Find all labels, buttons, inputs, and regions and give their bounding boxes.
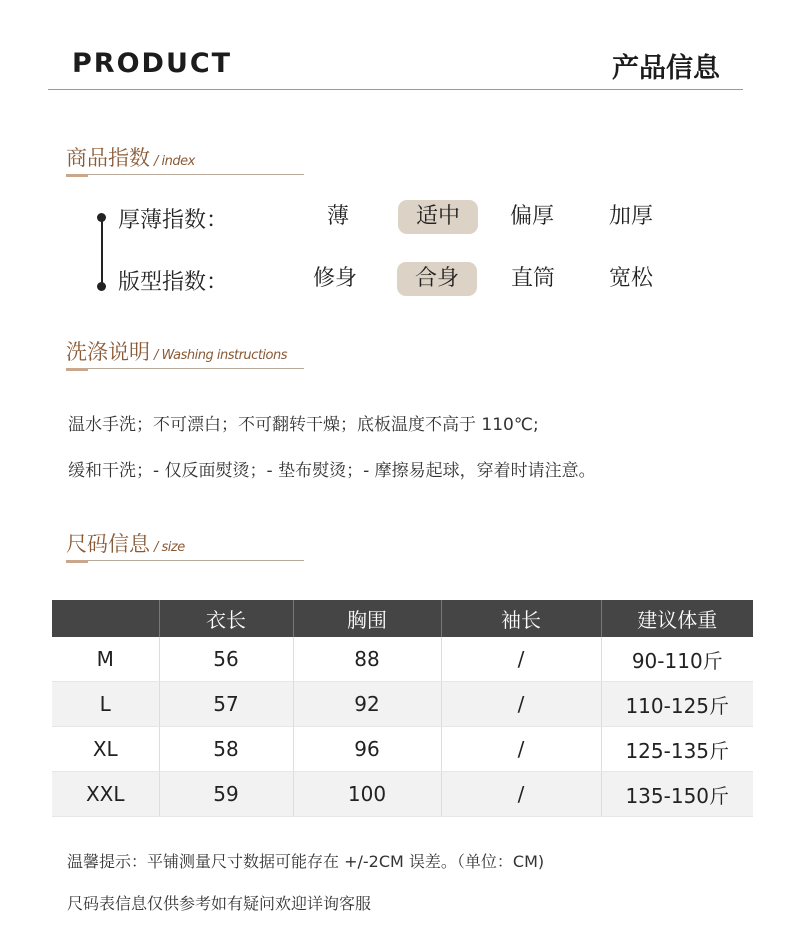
chest-cell: 96 bbox=[293, 727, 441, 772]
table-row bbox=[52, 727, 753, 772]
header-divider bbox=[48, 89, 743, 90]
thickness-option-extra-thick: 加厚 bbox=[608, 204, 653, 229]
fit-option-regular-selected: 合身 bbox=[397, 262, 477, 296]
reference-note: 尺码表信息仅供参考如有疑问欢迎详询客服 bbox=[67, 894, 372, 913]
section-size-title bbox=[66, 528, 304, 561]
section-accent-bar bbox=[66, 560, 88, 563]
section-size-title-en: / size bbox=[154, 540, 185, 555]
size-cell: M bbox=[52, 637, 159, 682]
table-row bbox=[52, 637, 753, 682]
fit-option-straight: 直筒 bbox=[510, 266, 555, 291]
table-row bbox=[52, 772, 753, 817]
thickness-label: 厚薄指数： bbox=[118, 208, 229, 233]
index-bullet-dot bbox=[97, 282, 106, 291]
sleeve-cell: / bbox=[441, 772, 601, 817]
section-accent-bar bbox=[66, 174, 88, 177]
section-index-title-en: / index bbox=[154, 154, 195, 169]
section-index-title-cn: 商品指数 bbox=[66, 146, 150, 170]
sleeve-cell: / bbox=[441, 637, 601, 682]
weight-cell: 90-110斤 bbox=[601, 637, 753, 682]
size-cell: XXL bbox=[52, 772, 159, 817]
table-row bbox=[52, 682, 753, 727]
washing-line-1: 温水手洗；不可漂白；不可翻转干燥；底板温度不高于 110℃; bbox=[68, 415, 539, 435]
fit-label: 版型指数： bbox=[118, 270, 229, 295]
sleeve-cell: / bbox=[441, 682, 601, 727]
section-size-title-cn: 尺码信息 bbox=[66, 532, 150, 556]
header-title-cn: 产品信息 bbox=[612, 53, 720, 84]
length-cell: 58 bbox=[159, 727, 293, 772]
section-washing-title bbox=[66, 336, 304, 369]
size-header-sleeve: 袖长 bbox=[441, 600, 601, 637]
thickness-option-thin: 薄 bbox=[326, 204, 349, 229]
size-header-chest: 胸围 bbox=[293, 600, 441, 637]
header-title-en: PRODUCT bbox=[72, 48, 233, 79]
weight-cell: 125-135斤 bbox=[601, 727, 753, 772]
chest-cell: 100 bbox=[293, 772, 441, 817]
index-bullet-dot bbox=[97, 213, 106, 222]
washing-line-2: 缓和干洗；- 仅反面熨烫；- 垫布熨烫；- 摩擦易起球，穿着时请注意。 bbox=[68, 461, 596, 481]
thickness-option-thick: 偏厚 bbox=[509, 204, 554, 229]
fit-option-loose: 宽松 bbox=[608, 266, 653, 291]
size-cell: L bbox=[52, 682, 159, 727]
length-cell: 57 bbox=[159, 682, 293, 727]
weight-cell: 110-125斤 bbox=[601, 682, 753, 727]
size-table-header-row bbox=[52, 600, 753, 637]
measurement-note: 温馨提示：平铺测量尺寸数据可能存在 +/-2CM 误差。（单位：CM) bbox=[67, 852, 545, 871]
size-table bbox=[52, 600, 753, 817]
size-header-blank bbox=[52, 600, 159, 637]
thickness-option-medium-selected: 适中 bbox=[398, 200, 478, 234]
chest-cell: 92 bbox=[293, 682, 441, 727]
section-washing-title-en: / Washing instructions bbox=[154, 348, 287, 363]
weight-cell: 135-150斤 bbox=[601, 772, 753, 817]
index-connector-line bbox=[101, 217, 103, 287]
section-washing-title-cn: 洗涤说明 bbox=[66, 340, 150, 364]
fit-option-slim: 修身 bbox=[312, 266, 357, 291]
section-index-title bbox=[66, 142, 304, 175]
size-header-weight: 建议体重 bbox=[601, 600, 753, 637]
sleeve-cell: / bbox=[441, 727, 601, 772]
size-header-length: 衣长 bbox=[159, 600, 293, 637]
length-cell: 59 bbox=[159, 772, 293, 817]
size-cell: XL bbox=[52, 727, 159, 772]
length-cell: 56 bbox=[159, 637, 293, 682]
section-accent-bar bbox=[66, 368, 88, 371]
chest-cell: 88 bbox=[293, 637, 441, 682]
